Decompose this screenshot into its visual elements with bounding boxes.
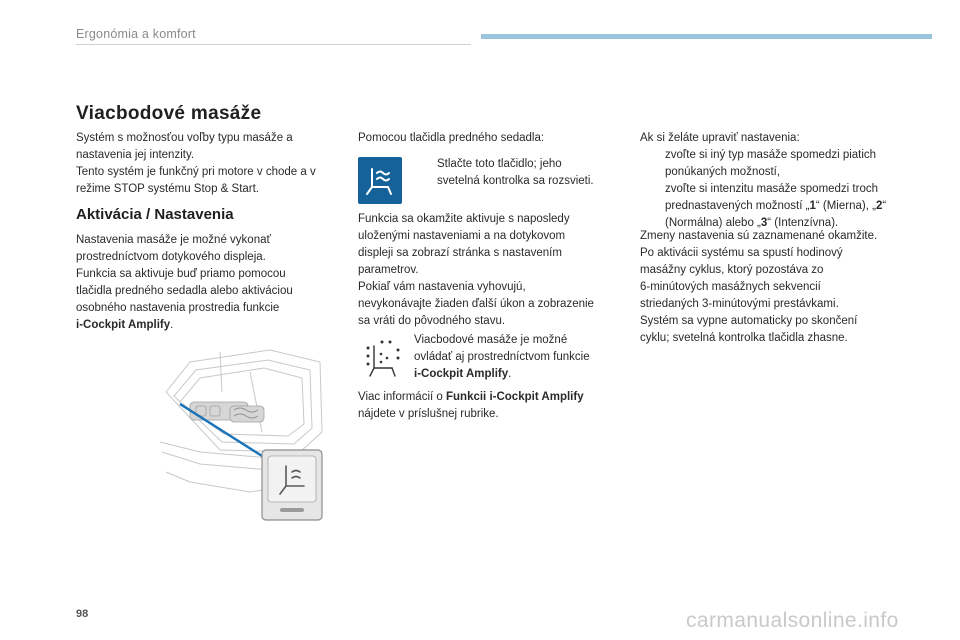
front-seat-intro: Pomocou tlačidla predného sedadla: — [358, 132, 545, 144]
intensity-text-a: zvoľte si intenzitu masáže spomedzi troch prednastavených možností „ — [665, 183, 879, 212]
intensity-text-d: “ (Intenzívna). — [767, 217, 839, 229]
section-header: Ergonómia a komfort — [76, 27, 196, 41]
intensity-level-2: 2 — [875, 200, 883, 212]
header-accent-bar — [481, 34, 932, 39]
press-button-text: Stlačte toto tlačidlo; jeho svetelná kontrolka sa rozsvieti. — [437, 158, 594, 187]
bullet-massage-type: zvoľte si iný typ masáže spomedzi piatich ponúkaných možností, — [665, 149, 877, 178]
multi-bold: i-Cockpit Amplify — [414, 368, 509, 380]
multi-end: . — [508, 368, 512, 380]
function-paragraph: Funkcia sa okamžite aktivuje s naposledy uloženými nastaveniami a na dotykovom displeji sa zobrazí stránka s nastavením parametrov. Pokiaľ vám nastavenia vyhovujú, nevykonávajte žiaden ďalší úkon a zobrazenie sa vráti do pôvodného stavu. — [358, 213, 594, 327]
more-bold: Funkcii i-Cockpit Amplify — [446, 391, 584, 403]
intensity-level-3: 3 — [760, 217, 768, 229]
page-number: 98 — [76, 608, 89, 620]
subheading-activation: Aktivácia / Nastavenia — [76, 206, 234, 223]
intro-paragraph: Systém s možnosťou voľby typu masáže a nastavenia jej intenzity. Tento systém je funkčný pri motore v chode a v režime STOP systému Stop & Start. — [76, 132, 316, 195]
seat-illustration — [160, 332, 328, 524]
intensity-text-c: “ (Normálna) alebo „ — [665, 200, 887, 229]
seat-massage-button-icon — [358, 157, 402, 204]
massage-points-icon — [362, 338, 404, 380]
settings-cycle-paragraph: Zmeny nastavenia sú zaznamenané okamžite. Po aktivácii systému sa spustí hodinový masážny cyklus, ktorý pozostáva zo 6-minútových masážnych sekvencií striedaných 3-minútovými prestávkami. Systém sa vypne automaticky po skončení cyklu; svetelná kontrolka tlačidla zhasne. — [640, 230, 878, 344]
intensity-level-1: 1 — [809, 200, 816, 212]
header-rule — [76, 44, 471, 45]
watermark: carmanualsonline.info — [686, 609, 899, 632]
activation-text: Nastavenia masáže je možné vykonať prostredníctvom dotykového displeja. Funkcia sa aktivuje buď priamo pomocou tlačidla predného sedadla alebo aktiváciou osobného nastavenia prostredia funkcie — [76, 234, 293, 314]
activation-bold: i-Cockpit Amplify — [76, 319, 171, 331]
intensity-text-b: “ (Mierna), „ — [815, 200, 876, 212]
multi-massage-paragraph — [414, 332, 619, 383]
more-info-paragraph — [358, 389, 620, 423]
adjust-intro: Ak si želáte upraviť nastavenia: — [640, 132, 800, 144]
activation-paragraph — [76, 232, 351, 334]
page-title: Viacbodové masáže — [76, 103, 262, 124]
more-prefix: Viac informácií o — [358, 391, 446, 403]
more-suffix: nájdete v príslušnej rubrike. — [358, 408, 499, 420]
bullet-intensity — [665, 181, 915, 232]
activation-end: . — [170, 319, 174, 331]
multi-text: Viacbodové masáže je možné ovládať aj prostredníctvom funkcie — [414, 334, 590, 363]
